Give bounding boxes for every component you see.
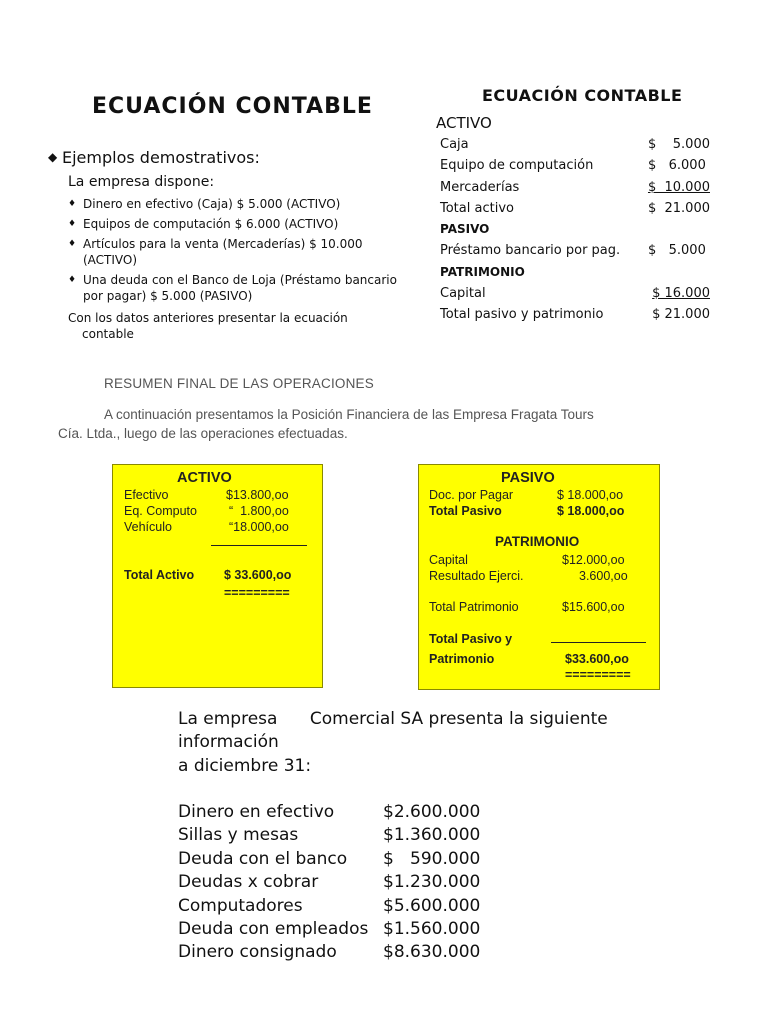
row-label: Total pasivo y patrimonio	[440, 307, 604, 323]
bullet-icon: ◆	[48, 150, 58, 164]
exercise-list	[178, 801, 498, 965]
row-amount: $ 5.000	[647, 137, 710, 152]
table-row	[440, 240, 710, 261]
pasivo-row-label: Capital	[429, 553, 468, 567]
row-label: Capital	[440, 286, 486, 302]
list-item	[178, 824, 498, 847]
list-item: ♦ Una deuda con el Banco de Loja (Préstamo bancario por pagar) $ 5.000 (PASIVO)	[68, 272, 398, 304]
total-pyp-label: Total Pasivo y	[429, 632, 513, 646]
table-row	[440, 134, 710, 155]
item-value: $ 590.000	[383, 848, 481, 869]
item-label: Dinero consignado	[178, 942, 337, 963]
conclusion-line: contable	[82, 327, 134, 341]
pasivo-box	[418, 464, 660, 690]
list-item	[178, 895, 498, 918]
row-amount: $ 10.000	[647, 179, 710, 195]
examples-heading-text: Ejemplos demostrativos:	[62, 148, 260, 167]
list-item: ♦ Dinero en efectivo (Caja) $ 5.000 (ACTIVO)	[68, 196, 398, 212]
activo-row-amount: “18.000,oo	[229, 520, 289, 534]
activo-row-label: Vehículo	[124, 520, 172, 534]
activo-row-amount: “ 1.800,oo	[229, 504, 289, 518]
exercise-intro-line: información	[178, 732, 279, 753]
row-amount: $ 6.000	[647, 158, 710, 174]
total-pasivo-amount: $ 18.000,oo	[557, 504, 625, 518]
row-label: Total activo	[440, 200, 514, 216]
item-value: $1.560.000	[383, 919, 481, 940]
equation-table	[440, 134, 710, 326]
pasivo-row-label: Doc. por Pagar	[429, 488, 514, 502]
activo-row-label: Eq. Computo	[124, 504, 197, 518]
table-row	[440, 219, 710, 240]
item-label: Dinero en efectivo	[178, 802, 335, 822]
slide-title: ECUACIÓN CONTABLE	[92, 94, 373, 119]
examples-heading	[48, 148, 260, 167]
row-amount: $ 16.000	[652, 286, 710, 302]
item-label: Sillas y mesas	[178, 825, 299, 846]
activo-box	[112, 464, 323, 688]
item-value: $1.360.000	[383, 825, 481, 846]
patrimonio-title: PATRIMONIO	[495, 534, 580, 549]
activo-row-amount: $13.800,oo	[226, 488, 289, 502]
divider	[551, 642, 646, 643]
item-label: Deuda con el banco	[178, 848, 348, 869]
item-value: $5.600.000	[383, 895, 481, 916]
divider	[211, 545, 307, 546]
double-rule: =========	[565, 668, 631, 682]
list-item	[178, 918, 498, 941]
double-rule: =========	[224, 586, 290, 600]
examples-list	[68, 196, 398, 308]
table-row	[440, 177, 710, 198]
list-item	[178, 801, 498, 824]
exercise-intro-line: La empresa Comercial SA presenta la siguiente	[178, 709, 608, 729]
section-label: PASIVO	[440, 222, 490, 237]
exercise-intro-line: a diciembre 31:	[178, 755, 312, 776]
table-row	[440, 283, 710, 304]
total-pyp-label: Patrimonio	[429, 652, 495, 666]
row-label: Caja	[440, 137, 469, 152]
row-amount: $ 21.000	[647, 200, 710, 216]
table-title: ECUACIÓN CONTABLE	[482, 86, 683, 105]
total-patrimonio-amount: $15.600,oo	[562, 600, 625, 614]
row-label: Mercaderías	[440, 179, 520, 195]
activo-box-title: ACTIVO	[177, 470, 232, 486]
list-item	[178, 941, 498, 964]
resumen-paragraph-line: Cía. Ltda., luego de las operaciones efectuadas.	[58, 426, 348, 441]
pasivo-box-title: PASIVO	[501, 470, 555, 486]
activo-total-label: Total Activo	[124, 568, 195, 582]
row-label: Préstamo bancario por pag.	[440, 243, 621, 259]
list-item: ♦ Artículos para la venta (Mercaderías) $ 10.000 (ACTIVO)	[68, 236, 398, 268]
total-pasivo-label: Total Pasivo	[429, 504, 502, 518]
pasivo-row-amount: $ 18.000,oo	[557, 488, 624, 502]
item-value: $8.630.000	[383, 942, 481, 963]
table-row	[440, 304, 710, 325]
item-label: Deuda con empleados	[178, 919, 369, 940]
list-item	[178, 848, 498, 871]
list-item: ♦ Equipos de computación $ 6.000 (ACTIVO)	[68, 216, 398, 232]
activo-row-label: Efectivo	[124, 488, 169, 502]
pasivo-row-label: Resultado Ejerci.	[429, 569, 524, 583]
item-value: $1.230.000	[383, 872, 481, 893]
examples-subheading: La empresa dispone:	[68, 174, 215, 190]
row-amount: $ 5.000	[647, 243, 710, 259]
section-label: PATRIMONIO	[440, 264, 525, 279]
row-amount: $ 21.000	[652, 307, 710, 323]
total-pyp-amount: $33.600,oo	[565, 652, 629, 666]
list-item	[178, 871, 498, 894]
conclusion-text	[68, 310, 398, 342]
item-label: Deudas x cobrar	[178, 872, 319, 893]
resumen-paragraph-line: A continuación presentamos la Posición Financiera de las Empresa Fragata Tours	[104, 407, 594, 422]
table-row	[440, 155, 710, 176]
table-row	[440, 262, 710, 283]
activo-total-amount: $ 33.600,oo	[224, 568, 292, 582]
total-patrimonio-label: Total Patrimonio	[429, 600, 519, 614]
pasivo-row-amount: $12.000,oo	[562, 553, 625, 567]
row-label: Equipo de computación	[440, 158, 594, 174]
pasivo-row-amount: 3.600,oo	[579, 569, 628, 583]
table-activo-label: ACTIVO	[436, 114, 492, 132]
table-row	[440, 198, 710, 219]
item-label: Computadores	[178, 895, 303, 916]
exercise-intro	[178, 708, 618, 778]
conclusion-line: Con los datos anteriores presentar la ecuación	[68, 311, 348, 325]
resumen-title: RESUMEN FINAL DE LAS OPERACIONES	[104, 376, 374, 391]
item-value: $2.600.000	[383, 802, 481, 822]
